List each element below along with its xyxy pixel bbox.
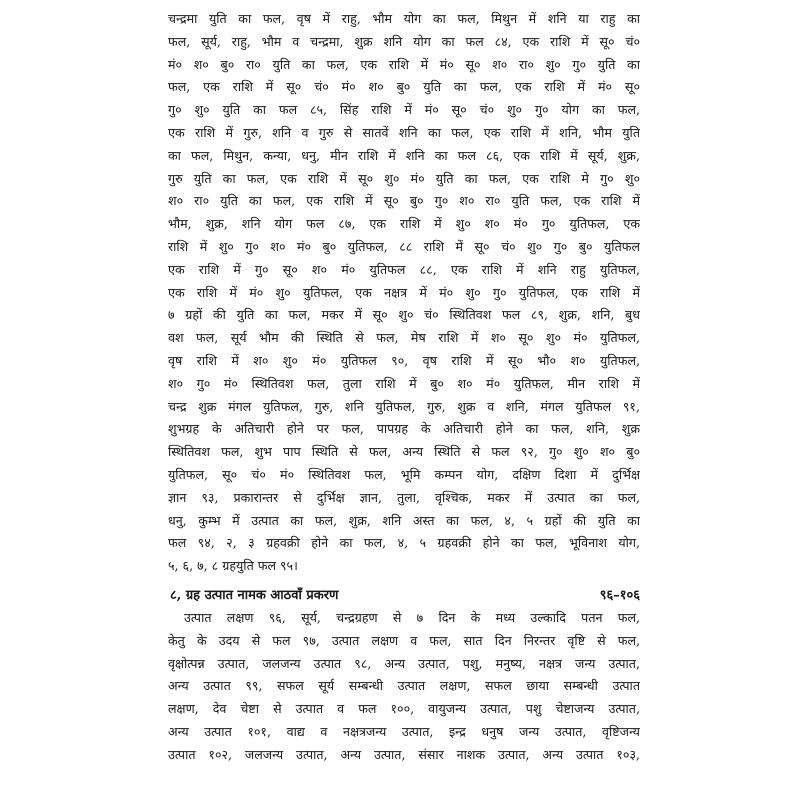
text-line: गुरु युति का फल, एक राशि में सू० शु० मं० युति का फल, एक राशि मे गु० शु० [168, 170, 640, 186]
section-8-page-range: ९६–१०६ [599, 587, 640, 603]
section-8-title-group [168, 584, 338, 607]
text-line: अन्य उत्पात ९९, सफल सूर्य सम्बन्धी उत्पात लक्षण, सफल छाया सम्बन्धी उत्पात [168, 678, 640, 694]
text-line: अन्य उत्पात १०१, वाद्य व नक्षत्रजन्य उत्पात, इन्द्र धनुष जन्य उत्पात, वृष्टिजन्य [168, 723, 640, 739]
text-line: लक्षण, देव चेष्टा से उत्पात व फल १००, वायुजन्य उत्पात, पशु चेष्टाजन्य उत्पात, [168, 701, 640, 717]
text-line: गु० शु० युति का फल ८५, सिंह राशि में मं० सू० चं० शु० गु० योग का फल, [168, 102, 640, 118]
section-8-number: ८, [170, 587, 182, 603]
text-line: एक राशि में गु० सू० श० मं० युतिफल ८८, एक राशि में शनि राहु युतिफल, [168, 261, 640, 277]
text-line: चन्द्रमा युति का फल, वृष में राहु, भौम योग का फल, मिथुन में शनि या राहु का [168, 11, 640, 26]
text-line: युतिफल, सू० चं० मं० स्थितिवश फल, भूमि कम्पन योग, दक्षिण दिशा में दुर्भिक्ष [168, 466, 640, 482]
text-line: उत्पात १०२, जलजन्य उत्पात, अन्य उत्पात, संसार नाशक उत्पात, अन्य उत्पात १०३, [168, 746, 640, 762]
text-line: चन्द्र शुक्र मंगल युतिफल, गुरु, शनि युतिफल, गुरु, शुक्र व शनि, मंगल युतिफल ९१, [168, 398, 640, 414]
text-line: वृक्षोत्पन्न उत्पात, जलजन्य उत्पात ९८, अन्य उत्पात, पशु, मनुष्य, नक्षत्र जन्य उत्पात, [168, 655, 640, 671]
text-line: शुभग्रह के अतिचारी होने पर फल, पापग्रह के अतिचारी होने का फल, शनि, शुक्र [168, 421, 640, 437]
section-8-title: ग्रह उत्पात नामक आठवाँ प्रकरण [185, 587, 339, 603]
text-line: राशि में शु० गु० श० मं० बु० युतिफल, ८८ राशि में सू० चं० शु० गु० बु० युतिफल [168, 238, 640, 254]
text-line: ७ ग्रहों की युति का फल, मकर में सू० शु० चं० स्थितिवश फल ८९, शुक्र, शनि, बुध [168, 307, 640, 323]
text-line: ज्ञान ९३, प्रकारान्तर से दुर्भिक्ष ज्ञान, तुला, वृश्चिक, मकर में उत्पात का फल, [168, 489, 640, 505]
text-line: श० गु० मं० स्थितिवश फल, तुला राशि में बु० श० मं० युतिफल, मीन राशि में [168, 375, 640, 391]
section-7-body [168, 8, 640, 578]
text-line: का फल, मिथुन, कन्या, धनु, मीन राशि में शनि का फल ८६, एक राशि में सूर्य, शुक्र, [168, 147, 640, 163]
text-line: मं० श० बु० रा० युति का फल, एक राशि में मं० सू० श० रा० शु० गु० युति का [168, 56, 640, 72]
text-line: फल, सूर्य, राहु, भौम व चन्द्रमा, शुक्र शनि योग का फल ८४, एक राशि में सू० चं० [168, 33, 640, 49]
section-8-body [168, 607, 640, 767]
text-line: भौम, शुक्र, शनि योग फल ८७, एक राशि में शु० श० मं० गु० युतिफल, एक [168, 216, 640, 232]
text-line: केतु के उदय से फल ९७, उत्पात लक्षण व फल, सात दिन निरन्तर वृष्टि से फल, [168, 632, 640, 648]
text-line: ५, ६, ७, ८ ग्रहयुति फल ९५। [168, 558, 298, 574]
text-line: वश फल, सूर्य भौम की स्थिति से फल, मेष राशि में श० सू० शु० मं० युतिफल, [168, 330, 640, 346]
text-line: श० रा० युति का फल, एक राशि में सू० बु० गु० श० रा० युति फल, एक राशि में [168, 193, 640, 209]
text-line: एक राशि में मं० शु० युतिफल, एक नक्षत्र में मं० शु० गु० युतिफल, एक राशि में [168, 284, 640, 300]
text-line: उत्पात लक्षण ९६, सूर्य, चन्द्रग्रहण से ७ दिन के मध्य उल्कादि पतन फल, [184, 609, 640, 625]
text-line: धनु, कुम्भ में उत्पात का फल, शुक्र, शनि अस्त का फल, ४, ५ ग्रहों की युति का [168, 512, 640, 528]
text-line: फल, एक राशि में सू० चं० मं० श० बु० युति का फल, एक राशि में मं० सू० [168, 79, 640, 95]
section-8-heading [168, 584, 640, 607]
text-line: वृष राशि में श० शु० मं० युतिफल ९०, वृष राशि में सू० भौ० श० युतिफल, [168, 352, 640, 368]
text-line: स्थितिवश फल, शुभ पाप स्थिति से फल, अन्य स्थिति से फल ९२, गु० शु० श० बु० [168, 444, 640, 460]
index-page [168, 8, 640, 767]
text-line: फल ९४, २, ३ ग्रहवक्री होने का फल, ४, ५ ग्रहवक्री होने का फल, भूविनाश योग, [168, 535, 640, 551]
text-line: एक राशि में गुरु, शनि व गुरु से सातवें शनि का फल, एक राशि में शनि, भौम युति [168, 124, 640, 140]
